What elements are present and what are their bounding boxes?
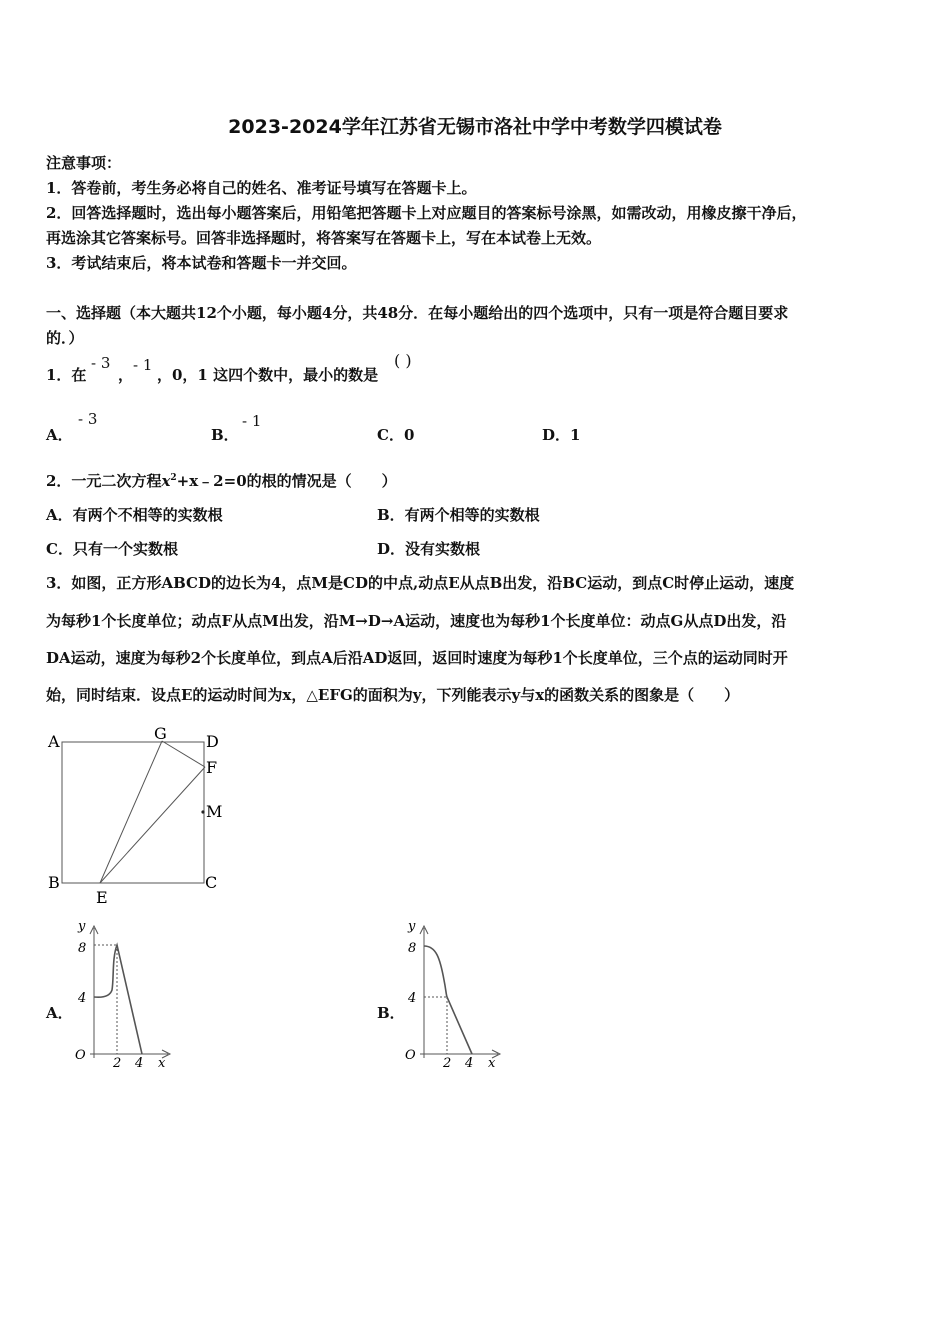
q2-stem bbox=[46, 470, 397, 491]
q3-option-b-label: B． bbox=[377, 1004, 405, 1022]
graph-b-y-label: y bbox=[408, 919, 416, 934]
q2-option-b: B．有两个相等的实数根 bbox=[377, 506, 540, 524]
q2-option-a: A．有两个不相等的实数根 bbox=[46, 506, 223, 524]
label-d: D bbox=[206, 732, 219, 751]
graph-a-origin: O bbox=[75, 1048, 86, 1063]
graph-option-a bbox=[70, 918, 175, 1073]
page-title: 2023-2024学年江苏省无锡市洛社中学中考数学四模试卷 bbox=[228, 116, 722, 138]
q2-stem-c: 的根的情况是（ ） bbox=[246, 472, 397, 490]
q1-option-b-label: B． bbox=[211, 426, 239, 444]
section-heading-line-1: 一、选择题（本大题共12个小题，每小题4分，共48分．在每小题给出的四个选项中，只有一项是符合题目要求 bbox=[46, 304, 789, 322]
q2-stem-a: 2．一元二次方程 bbox=[46, 472, 162, 490]
note-item-2-line-1: 2．回答选择题时，选出每小题答案后，用铅笔把答题卡上对应题目的答案标号涂黑，如需改动，用橡皮擦干净后， bbox=[46, 204, 807, 222]
notes-heading: 注意事项： bbox=[46, 154, 122, 172]
q2-option-c: C．只有一个实数根 bbox=[46, 540, 178, 558]
q2-option-d: D．没有实数根 bbox=[377, 540, 481, 558]
graph-b-x4: 4 bbox=[465, 1056, 474, 1071]
label-f: F bbox=[206, 758, 218, 777]
graph-a-y8: 8 bbox=[78, 941, 87, 956]
note-item-1: 1．答卷前，考生务必将自己的姓名、准考证号填写在答题卡上。 bbox=[46, 179, 477, 197]
label-g: G bbox=[154, 724, 167, 743]
segment-gf bbox=[162, 741, 205, 767]
square-abcd bbox=[62, 742, 204, 883]
graph-b-y8: 8 bbox=[408, 941, 417, 956]
graph-a-x2: 2 bbox=[113, 1056, 122, 1071]
q1-option-c: C．0 bbox=[377, 426, 415, 444]
section-heading-line-2: 的．） bbox=[46, 329, 84, 347]
label-e: E bbox=[96, 888, 108, 907]
label-c: C bbox=[205, 873, 218, 892]
graph-b-origin: O bbox=[405, 1048, 416, 1063]
graph-a-curve bbox=[94, 945, 142, 1054]
label-m: M bbox=[206, 802, 223, 821]
q3-stem-line-2: 为每秒1个长度单位；动点F从点M出发，沿M→D→A运动，速度也为每秒1个长度单位：动点G从点D出发，沿 bbox=[46, 612, 787, 630]
segment-ge bbox=[100, 741, 162, 883]
point-m-dot bbox=[201, 810, 204, 813]
graph-b-curve bbox=[424, 946, 472, 1054]
q3-stem-line-4: 始，同时结束．设点E的运动时间为x，△EFG的面积为y，下列能表示y与x的函数关系的图象是（ ） bbox=[46, 686, 740, 704]
label-b: B bbox=[48, 873, 60, 892]
segment-ef bbox=[100, 767, 205, 883]
graph-a-x-label: x bbox=[158, 1056, 166, 1071]
q1-number-neg3: - 3 bbox=[91, 354, 111, 372]
q1-separator: ， bbox=[118, 366, 134, 384]
q3-option-a-label: A． bbox=[46, 1004, 73, 1022]
q2-var-x: x bbox=[161, 472, 171, 490]
graph-b-x2: 2 bbox=[443, 1056, 452, 1071]
q1-answer-paren: ( ) bbox=[394, 351, 412, 370]
graph-a-y4: 4 bbox=[78, 991, 87, 1006]
q1-stem-rest: ，0，1 这四个数中，最小的数是 bbox=[157, 366, 379, 384]
label-a: A bbox=[48, 732, 60, 751]
q1-prefix: 1．在 bbox=[46, 366, 87, 384]
q3-stem-line-3: DA运动，速度为每秒2个长度单位，到点A后沿AD返回，返回时速度为每秒1个长度单位，三个点的运动同时开 bbox=[46, 649, 788, 667]
graph-b-x-label: x bbox=[488, 1056, 496, 1071]
q1-option-a-label: A． bbox=[46, 426, 73, 444]
square-figure bbox=[40, 720, 240, 910]
graph-option-b bbox=[400, 918, 505, 1073]
note-item-3: 3．考试结束后，将本试卷和答题卡一并交回。 bbox=[46, 254, 357, 272]
q2-exponent: 2 bbox=[170, 473, 177, 483]
note-item-2-line-2: 再选涂其它答案标号。回答非选择题时，将答案写在答题卡上，写在本试卷上无效。 bbox=[46, 229, 602, 247]
q2-stem-b: +x﹣2=0 bbox=[176, 472, 247, 490]
q1-number-neg1: - 1 bbox=[133, 356, 153, 374]
q1-option-b-value: - 1 bbox=[242, 412, 262, 430]
graph-a-x4: 4 bbox=[135, 1056, 144, 1071]
q3-stem-line-1: 3．如图，正方形ABCD的边长为4，点M是CD的中点,动点E从点B出发，沿BC运动，到点C时停止运动，速度 bbox=[46, 574, 795, 592]
graph-b-y4: 4 bbox=[408, 991, 417, 1006]
q1-option-d: D．1 bbox=[542, 426, 581, 444]
q1-option-a-value: - 3 bbox=[78, 410, 98, 428]
graph-a-y-label: y bbox=[78, 919, 86, 934]
